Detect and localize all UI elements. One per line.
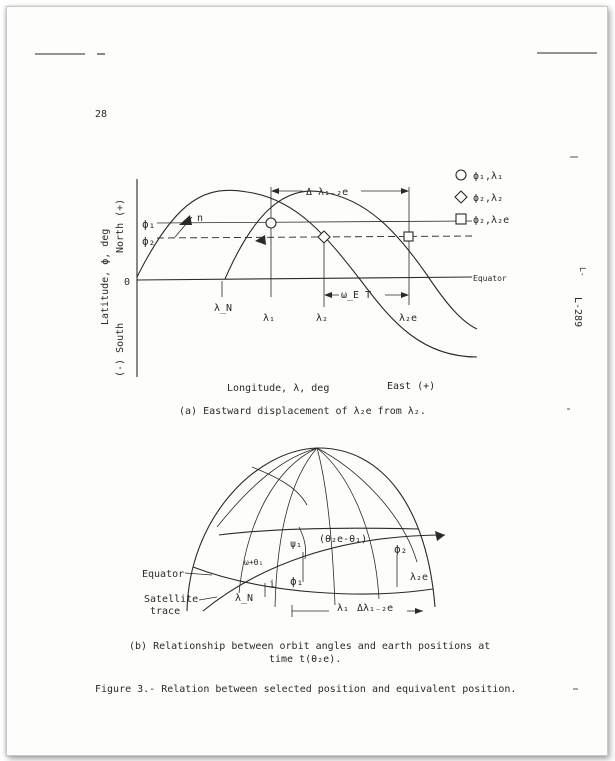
- tick-label-lambda-1: λ₁: [263, 313, 276, 324]
- meridian: [317, 448, 335, 605]
- meridian: [217, 448, 317, 527]
- caption-b-line1: (b) Relationship between orbit angles and earth positions at: [129, 641, 491, 652]
- pointer: [175, 217, 192, 237]
- x-axis-label: Longitude, λ, deg: [227, 383, 330, 394]
- arrow-icon: [415, 608, 423, 614]
- tick-label-lambda-n: λ_N: [214, 303, 233, 314]
- legend: [455, 170, 509, 226]
- i-label: i: [269, 579, 276, 590]
- satellite-label: Satellite: [144, 594, 199, 605]
- y-axis-south: (-) South: [115, 322, 126, 377]
- equator-pointer: [185, 573, 212, 575]
- y-axis-north: North (+): [115, 198, 126, 253]
- ground-track-2: [225, 191, 477, 329]
- theta-diff-label: (θ₂e-θ₁): [319, 534, 368, 545]
- equator-line: [137, 277, 472, 280]
- arrow-icon: [255, 235, 266, 245]
- legend-label-2: ϕ₂,λ₂: [473, 193, 504, 204]
- lambda-n-label: λ_N: [235, 593, 254, 604]
- caption-b-line2: time t(θ₂e).: [269, 654, 342, 665]
- arrow-icon: [401, 188, 409, 194]
- lambda-2e-label: λ₂e: [410, 572, 429, 583]
- phi1-level: [157, 221, 472, 223]
- trace-pointer: [199, 597, 217, 600]
- phi1-label: ϕ₁: [142, 218, 156, 231]
- lambda-1-label: λ₁: [337, 603, 350, 614]
- arrow-icon: [435, 531, 445, 541]
- phi2-lambda2e-marker: [404, 232, 413, 241]
- delta-lambda-label: Δ λ₁₋₂e: [306, 187, 349, 198]
- arrow-icon: [271, 188, 279, 194]
- trace-label: trace: [150, 606, 181, 617]
- meridian: [239, 448, 317, 593]
- document-page: [6, 6, 608, 756]
- phi2-level: [157, 236, 472, 238]
- page-drawing: [7, 7, 607, 755]
- legend-label-3: ϕ₂,λ₂e: [473, 215, 510, 226]
- caption-a: (a) Eastward displacement of λ₂e from λ₂.: [179, 406, 426, 417]
- figure-b: [129, 448, 490, 665]
- arrow-icon: [324, 292, 332, 298]
- equator-b-label: Equator: [142, 569, 185, 580]
- figure-a: [100, 170, 509, 417]
- side-mark: L-: [578, 267, 587, 277]
- phi2-label: ϕ₂: [142, 235, 156, 248]
- phi1-b-label: ϕ₁: [290, 575, 304, 588]
- meridian: [317, 448, 379, 599]
- tick-label-lambda-2: λ₂: [316, 313, 329, 324]
- tick-label-lambda-2e: λ₂e: [399, 313, 418, 324]
- n-label: n: [197, 213, 204, 224]
- psi1-label: ψ₁: [290, 539, 303, 550]
- meridian: [252, 467, 307, 505]
- omega-t-label: ω_E T: [341, 290, 372, 301]
- side-id: L-289: [572, 297, 583, 328]
- x-axis-east: East (+): [387, 381, 436, 392]
- legend-circle-icon: [456, 170, 466, 180]
- delta-lambda-b-label: Δλ₁₋₂e: [357, 603, 394, 614]
- y-zero-label: 0: [124, 277, 131, 288]
- equator-label: Equator: [473, 274, 507, 283]
- phi2-b-label: ϕ₂: [394, 543, 408, 556]
- arrow-icon: [179, 215, 192, 225]
- legend-diamond-icon: [455, 191, 467, 203]
- phi1-lambda1-marker: [266, 218, 276, 228]
- arrow-icon: [401, 292, 409, 298]
- omega-theta-label: ω+θ₁: [244, 558, 264, 567]
- sphere-outline: [187, 448, 435, 611]
- page-number: 28: [95, 109, 108, 120]
- y-axis-label: Latitude, ϕ, deg: [100, 228, 111, 325]
- legend-label-1: ϕ₁,λ₁: [473, 171, 504, 182]
- figure-caption: Figure 3.- Relation between selected position and equivalent position.: [95, 684, 517, 695]
- legend-square-icon: [456, 214, 466, 224]
